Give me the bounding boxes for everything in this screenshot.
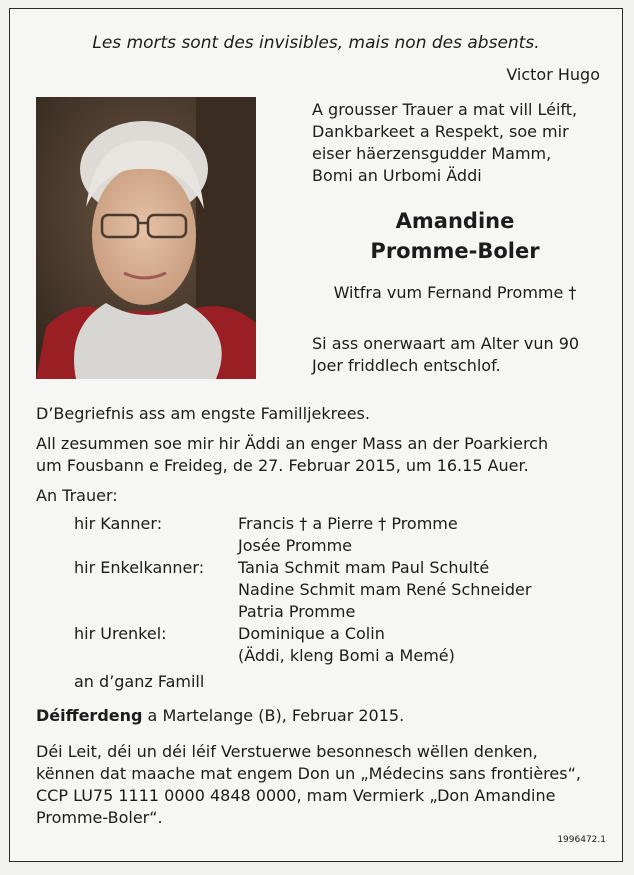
grandchild-name: Patria Promme [238,602,356,621]
extended-family: an d’ganz Famill [74,672,205,691]
obituary-notice [9,8,623,862]
great-grandchild-name: Dominique a Colin [238,624,385,643]
place-date [36,705,404,727]
portrait-photo [36,97,256,379]
mourners-heading: An Trauer: [36,486,118,505]
place-rest: a Martelange (B), Februar 2015. [142,706,405,725]
portrait-image [36,97,256,379]
children-name: Francis † a Pierre † Promme [238,514,458,533]
donation-line-4: Promme-Boler“. [36,808,163,827]
children-label: hir Kanner: [74,514,163,533]
widow-of: Witfra vum Fernand Promme † [333,283,577,302]
age-text: Si ass onerwaart am Alter vun 90 Joer friddlech entschlof. [312,334,580,375]
children-name: Josée Promme [238,536,353,555]
mass-line-2: um Fousbann e Freideg, de 27. Februar 2015, um 16.15 Auer. [36,456,529,475]
epigraph-quote: Les morts sont des invisibles, mais non des absents. [92,33,540,53]
donation-line-1: Déi Leit, déi un déi léif Verstuerwe besonnesch wëllen denken, [36,742,538,761]
grandchildren-label: hir Enkelkanner: [74,558,205,577]
intro-text: A grousser Trauer a mat vill Léift, Dankbarkeet a Respekt, soe mir eiser häerzensgudder Mamm, Bomi an Urbomi Äddi [312,100,578,185]
deceased-first-name: Amandine [395,209,515,233]
great-grandchild-name: (Äddi, kleng Bomi a Memé) [238,646,455,665]
place-name: Déifferdeng [36,706,143,725]
donation-line-3: CCP LU75 1111 0000 4848 0000, mam Vermierk „Don Amandine [36,786,556,805]
deceased-surname: Promme-Boler [370,239,540,263]
grandchild-name: Tania Schmit mam Paul Schulté [238,558,490,577]
mass-line-1: All zesummen soe mir hir Äddi an enger Mass an der Poarkierch [36,434,549,453]
quote-author: Victor Hugo [506,65,600,84]
great-grandchildren-label: hir Urenkel: [74,624,167,643]
burial-note: D’Begriefnis ass am engste Familljekrees. [36,404,370,423]
ad-reference-number: 1996472.1 [557,835,606,845]
grandchild-name: Nadine Schmit mam René Schneider [238,580,532,599]
donation-line-2: kënnen dat maache mat engem Don un „Médecins sans frontières“, [36,764,581,783]
